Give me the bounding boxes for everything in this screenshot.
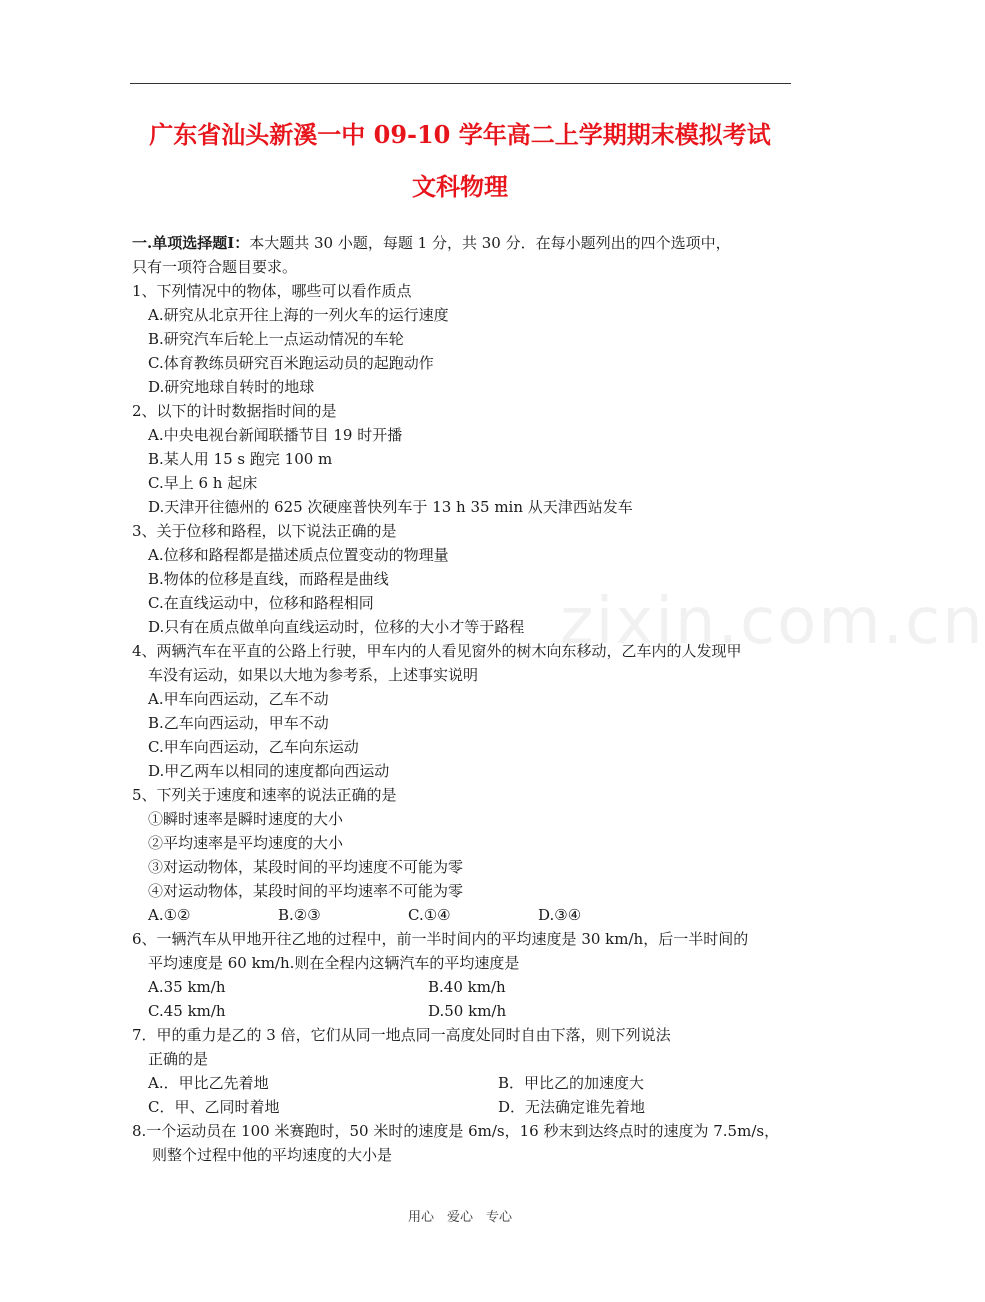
question-4-option-a: A.甲车向西运动，乙车不动 [148, 690, 329, 708]
question-5-option-b: B.②③ [278, 906, 321, 924]
question-6-option-b: B.40 km/h [428, 978, 506, 996]
question-7-options-cd [132, 1095, 792, 1119]
question-5-statement-3: ③对运动物体，某段时间的平均速度不可能为零 [148, 858, 464, 876]
question-6-option-a: A.35 km/h [148, 978, 226, 996]
question-3-option-a: A.位移和路程都是描述质点位置变动的物理量 [148, 546, 449, 564]
question-6-options-cd [132, 999, 792, 1023]
section-heading [132, 231, 792, 255]
question-8-stem-cont: 则整个过程中他的平均速度的大小是 [152, 1146, 393, 1164]
question-4-option-c: C.甲车向西运动，乙车向东运动 [148, 738, 359, 756]
question-1-option-d: D.研究地球自转时的地球 [148, 378, 315, 396]
question-5-option-a: A.①② [148, 906, 191, 924]
question-6-stem-cont: 平均速度是 60 km/h.则在全程内这辆汽车的平均速度是 [148, 954, 520, 972]
question-3-option-b: B.物体的位移是直线，而路程是曲线 [148, 570, 389, 588]
question-6-option-d: D.50 km/h [428, 1002, 507, 1020]
question-6-stem: 6、一辆汽车从甲地开往乙地的过程中，前一半时间内的平均速度是 30 km/h，后一半时间的 [132, 930, 749, 948]
question-3-stem: 3、关于位移和路程，以下说法正确的是 [132, 522, 397, 540]
question-2-option-c: C.早上 6 h 起床 [148, 474, 258, 492]
question-2-option-b: B.某人用 15 s 跑完 100 m [148, 450, 333, 468]
question-4-stem-cont: 车没有运动，如果以大地为参考系，上述事实说明 [148, 666, 479, 684]
question-5-statement-1: ①瞬时速率是瞬时速度的大小 [148, 810, 344, 828]
question-6-options-ab [132, 975, 792, 999]
question-4-option-b: B.乙车向西运动，甲车不动 [148, 714, 329, 732]
question-3-option-c: C.在直线运动中，位移和路程相同 [148, 594, 374, 612]
question-5-statement-2: ②平均速率是平均速度的大小 [148, 834, 344, 852]
watermark: zixin.com.cn [560, 585, 985, 659]
question-3-option-d: D.只有在质点做单向直线运动时，位移的大小才等于路程 [148, 618, 525, 636]
question-7-stem-cont: 正确的是 [148, 1050, 209, 1068]
document-title: 广东省汕头新溪一中 09-10 学年高二上学期期末模拟考试 [149, 120, 771, 149]
question-1-option-c: C.体育教练员研究百米跑运动员的起跑动作 [148, 354, 434, 372]
question-1-option-a: A.研究从北京开往上海的一列火车的运行速度 [148, 306, 449, 324]
question-7-option-b: B．甲比乙的加速度大 [498, 1074, 645, 1092]
question-7-options-ab [132, 1071, 792, 1095]
question-5-stem: 5、下列关于速度和速率的说法正确的是 [132, 786, 397, 804]
question-7-option-d: D．无法确定谁先着地 [498, 1098, 646, 1116]
question-5-options [132, 903, 792, 927]
question-7-stem: 7．甲的重力是乙的 3 倍，它们从同一地点同一高度处同时自由下落，则下列说法 [132, 1026, 671, 1044]
question-5-statement-4: ④对运动物体，某段时间的平均速率不可能为零 [148, 882, 464, 900]
question-content [132, 231, 792, 1167]
question-1-stem: 1、下列情况中的物体，哪些可以看作质点 [132, 282, 412, 300]
question-1-option-b: B.研究汽车后轮上一点运动情况的车轮 [148, 330, 404, 348]
section-text: 本大题共 30 小题，每题 1 分，共 30 分．在每小题列出的四个选项中， [249, 234, 731, 252]
section-label: 一.单项选择题Ⅰ： [132, 234, 250, 252]
question-7-option-c: C．甲、乙同时着地 [148, 1098, 280, 1116]
question-4-stem: 4、两辆汽车在平直的公路上行驶，甲车内的人看见窗外的树木向东移动，乙车内的人发现甲 [132, 642, 742, 660]
question-7-option-a: A.．甲比乙先着地 [148, 1074, 269, 1092]
page-footer: 用心 爱心 专心 [407, 1210, 512, 1225]
question-5-option-c: C.①④ [408, 906, 451, 924]
question-2-option-d: D.天津开往德州的 625 次硬座普快列车于 13 h 35 min 从天津西站发车 [148, 498, 633, 516]
document-subtitle: 文科物理 [412, 172, 508, 201]
question-4-option-d: D.甲乙两车以相同的速度都向西运动 [148, 762, 390, 780]
question-2-option-a: A.中央电视台新闻联播节目 19 时开播 [148, 426, 403, 444]
question-6-option-c: C.45 km/h [148, 1002, 226, 1020]
header-rule [130, 83, 791, 84]
question-8-stem: 8.一个运动员在 100 米赛跑时，50 米时的速度是 6m/s，16 秒末到达终点时的速度为 7.5m/s， [132, 1122, 780, 1140]
question-5-option-d: D.③④ [538, 906, 582, 924]
question-2-stem: 2、以下的计时数据指时间的是 [132, 402, 337, 420]
section-text-cont: 只有一项符合题目要求。 [132, 258, 298, 276]
